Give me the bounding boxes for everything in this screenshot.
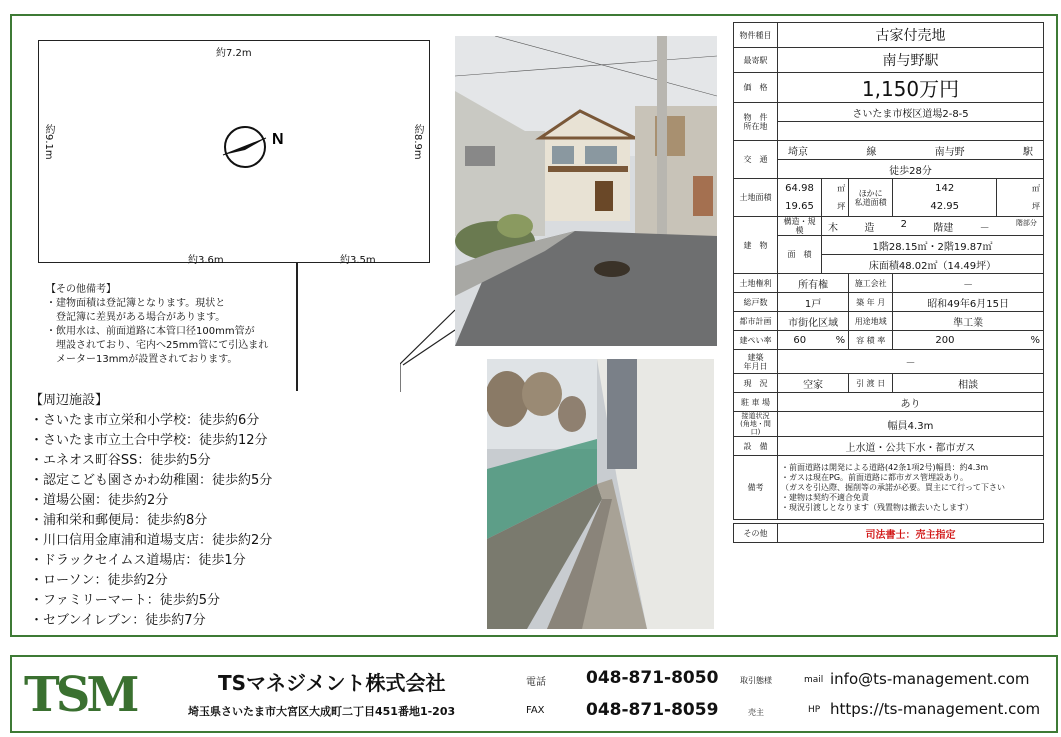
hp-label: HP <box>808 705 821 715</box>
facility-item: ・ドラックセイムス道場店：徒歩1分 <box>30 553 246 568</box>
land-right: 所有権 <box>778 274 849 293</box>
equipment-label: 設 備 <box>734 437 778 456</box>
property-type: 古家付売地 <box>778 23 1044 48</box>
tsubo-unit: 坪 <box>822 198 849 217</box>
notes-line: ・建物面積は登記簿となります。現状と <box>46 298 226 309</box>
address-label: 物 件 所在地 <box>734 103 778 141</box>
private-road-label: ほかに 私道面積 <box>849 179 893 217</box>
tel-label: 電話 <box>526 677 546 688</box>
structure-material: 木 <box>828 222 838 234</box>
remark-line: ・現況引渡しとなります（残置物は撤去いたします） <box>781 502 973 512</box>
facility-item: ・さいたま市立栄和小学校：徒歩約6分 <box>30 413 260 428</box>
floor-area-ratio: 200 <box>893 331 997 350</box>
notes-line: 登記簿に差異がある場合があります。 <box>46 312 226 323</box>
facility-item: ・ローソン：徒歩約2分 <box>30 573 168 588</box>
road-width: 幅員4.3m <box>778 412 1044 437</box>
station-suffix: 駅 <box>1022 146 1033 158</box>
facility-item: ・浦和栄和郵便局：徒歩約8分 <box>30 513 208 528</box>
plan-right-dim: 約8.9m <box>412 124 423 160</box>
fax-number: 048-871-8059 <box>586 700 719 720</box>
current-status: 空家 <box>778 374 849 393</box>
price-label: 価 格 <box>734 73 778 103</box>
plan-bottom-left-dim: 約3.6m <box>188 255 224 266</box>
total-units: 1戸 <box>778 293 849 312</box>
land-right-label: 土地権利 <box>734 274 778 293</box>
zone-label: 用途地域 <box>849 312 893 331</box>
other-info: 司法書士：売主指定 <box>778 524 1044 543</box>
notes-line: メーター13mmが設置されております。 <box>46 354 238 365</box>
nearby-facilities <box>30 391 272 631</box>
coverage-label: 建ぺい率 <box>734 331 778 350</box>
property-spec-table <box>733 22 1044 543</box>
train-line: 埼京 <box>788 146 808 158</box>
connector-lines <box>400 300 460 395</box>
floors-suffix: 階建 <box>933 222 954 234</box>
m2-unit: ㎡ <box>997 179 1044 198</box>
built-label: 築 年 月 <box>849 293 893 312</box>
address-blank <box>778 122 1044 141</box>
plan-bottom-right-dim: 約3.5m <box>340 255 376 266</box>
company-name: TSマネジメント株式会社 <box>218 671 446 695</box>
floors: 2 <box>900 218 907 230</box>
facilities-heading: 【周辺施設】 <box>30 393 109 408</box>
plan-divider <box>296 263 298 391</box>
other-label: その他 <box>734 524 778 543</box>
facility-item: ・さいたま市立土合中学校：徒歩約12分 <box>30 433 268 448</box>
station-label: 最寄駅 <box>734 48 778 73</box>
company-logo: TSM <box>24 667 136 723</box>
structure-suffix: 造 <box>864 222 875 234</box>
facility-item: ・認定こども園さかわ幼稚園：徒歩約5分 <box>30 473 273 488</box>
city-plan-label: 都市計画 <box>734 312 778 331</box>
address: さいたま市桜区道場2-8-5 <box>778 103 1044 122</box>
mail-label: mail <box>804 675 824 685</box>
email-link[interactable]: info@ts-management.com <box>830 670 1030 688</box>
land-area-m2: 64.98 <box>778 179 822 198</box>
status-label: 現 況 <box>734 374 778 393</box>
notes-heading: 【その他備考】 <box>46 284 116 295</box>
road-label: 接道状況 (角地・間口) <box>734 412 778 437</box>
builder: － <box>893 274 1044 293</box>
build-year-label: 建築 年月日 <box>734 350 778 374</box>
remark-line: ・建物は契約不適合免責 <box>781 492 869 502</box>
percent-unit: % <box>822 331 849 350</box>
remarks-label: 備考 <box>734 456 778 520</box>
private-road-m2: 142 <box>893 179 997 198</box>
svg-text:N: N <box>272 131 284 148</box>
price: 1,150万円 <box>778 73 1044 103</box>
remark-line: ・前面道路は開発による道路(42条1項2号)幅員：約4.3m <box>781 462 989 472</box>
north-arrow-icon <box>218 122 290 172</box>
website-link[interactable]: https://ts-management.com <box>830 700 1041 718</box>
transaction-mode-label: 取引態様 <box>740 676 772 685</box>
percent-unit: % <box>997 331 1044 350</box>
far-label: 容 積 率 <box>849 331 893 350</box>
partial-dash: － <box>979 222 990 234</box>
type-label: 物件種目 <box>734 23 778 48</box>
remark-line: ・ガスは現在PG。前面道路に都市ガス管埋設あり。 <box>781 472 969 482</box>
notes-line: 埋設されており、宅内へ25mm管にて引込まれ <box>46 340 269 351</box>
handover-label: 引 渡 日 <box>849 374 893 393</box>
coverage-ratio: 60 <box>778 331 822 350</box>
parking-label: 駐 車 場 <box>734 393 778 412</box>
facility-item: ・エネオス町谷SS：徒歩約5分 <box>30 453 211 468</box>
company-footer <box>10 655 1058 733</box>
access-station: 南与野 <box>934 146 965 158</box>
plan-top-dim: 約7.2m <box>216 48 252 59</box>
zoning: 準工業 <box>893 312 1044 331</box>
floor-areas: 1階28.15㎡・2階19.87㎡ <box>822 236 1044 255</box>
fax-label: FAX <box>526 705 545 716</box>
land-area-tsubo: 19.65 <box>778 198 822 217</box>
transaction-mode: 売主 <box>748 708 764 717</box>
side-passage-photo <box>487 359 714 629</box>
plan-left-dim: 約9.1m <box>43 124 54 160</box>
facility-item: ・道場公園：徒歩約2分 <box>30 493 169 508</box>
access-label: 交 通 <box>734 141 778 179</box>
facility-item: ・ファミリーマート：徒歩約5分 <box>30 593 221 608</box>
tel-number: 048-871-8050 <box>586 668 719 688</box>
parking: あり <box>778 393 1044 412</box>
remark-line: （ガスを引込際、掘削等の承諾が必要。買主にて行って下さい <box>781 482 1005 492</box>
company-address: 埼玉県さいたま市大宮区大成町二丁目451番地1-203 <box>188 705 456 718</box>
walk-time: 徒歩28分 <box>778 160 1044 179</box>
builder-label: 施工会社 <box>849 274 893 293</box>
city-plan: 市街化区域 <box>778 312 849 331</box>
total-floor-area: 床面積48.02㎡（14.49坪） <box>822 255 1044 274</box>
building-label: 建 物 <box>734 217 778 274</box>
equipment: 上水道・公共下水・都市ガス <box>778 437 1044 456</box>
facility-item: ・セブンイレブン：徒歩約7分 <box>30 613 206 628</box>
structure-label: 構造・規模 <box>778 217 822 236</box>
line-suffix: 線 <box>866 146 877 158</box>
units-label: 総戸数 <box>734 293 778 312</box>
build-year: － <box>778 350 1044 374</box>
nearest-station: 南与野駅 <box>778 48 1044 73</box>
area-label: 面 積 <box>778 236 822 274</box>
partial-floor-label: 階部分 <box>1015 218 1037 227</box>
handover: 相談 <box>893 374 1044 393</box>
private-road-tsubo: 42.95 <box>893 198 997 217</box>
tsubo-unit: 坪 <box>997 198 1044 217</box>
m2-unit: ㎡ <box>822 179 849 198</box>
street-photo <box>455 36 717 346</box>
land-area-label: 土地面積 <box>734 179 778 217</box>
facility-item: ・川口信用金庫浦和道場支店：徒歩約2分 <box>30 533 273 548</box>
other-notes <box>46 283 268 367</box>
built-date: 昭和49年6月15日 <box>893 293 1044 312</box>
notes-line: ・飲用水は、前面道路に本管口径100mm管が <box>46 326 255 337</box>
